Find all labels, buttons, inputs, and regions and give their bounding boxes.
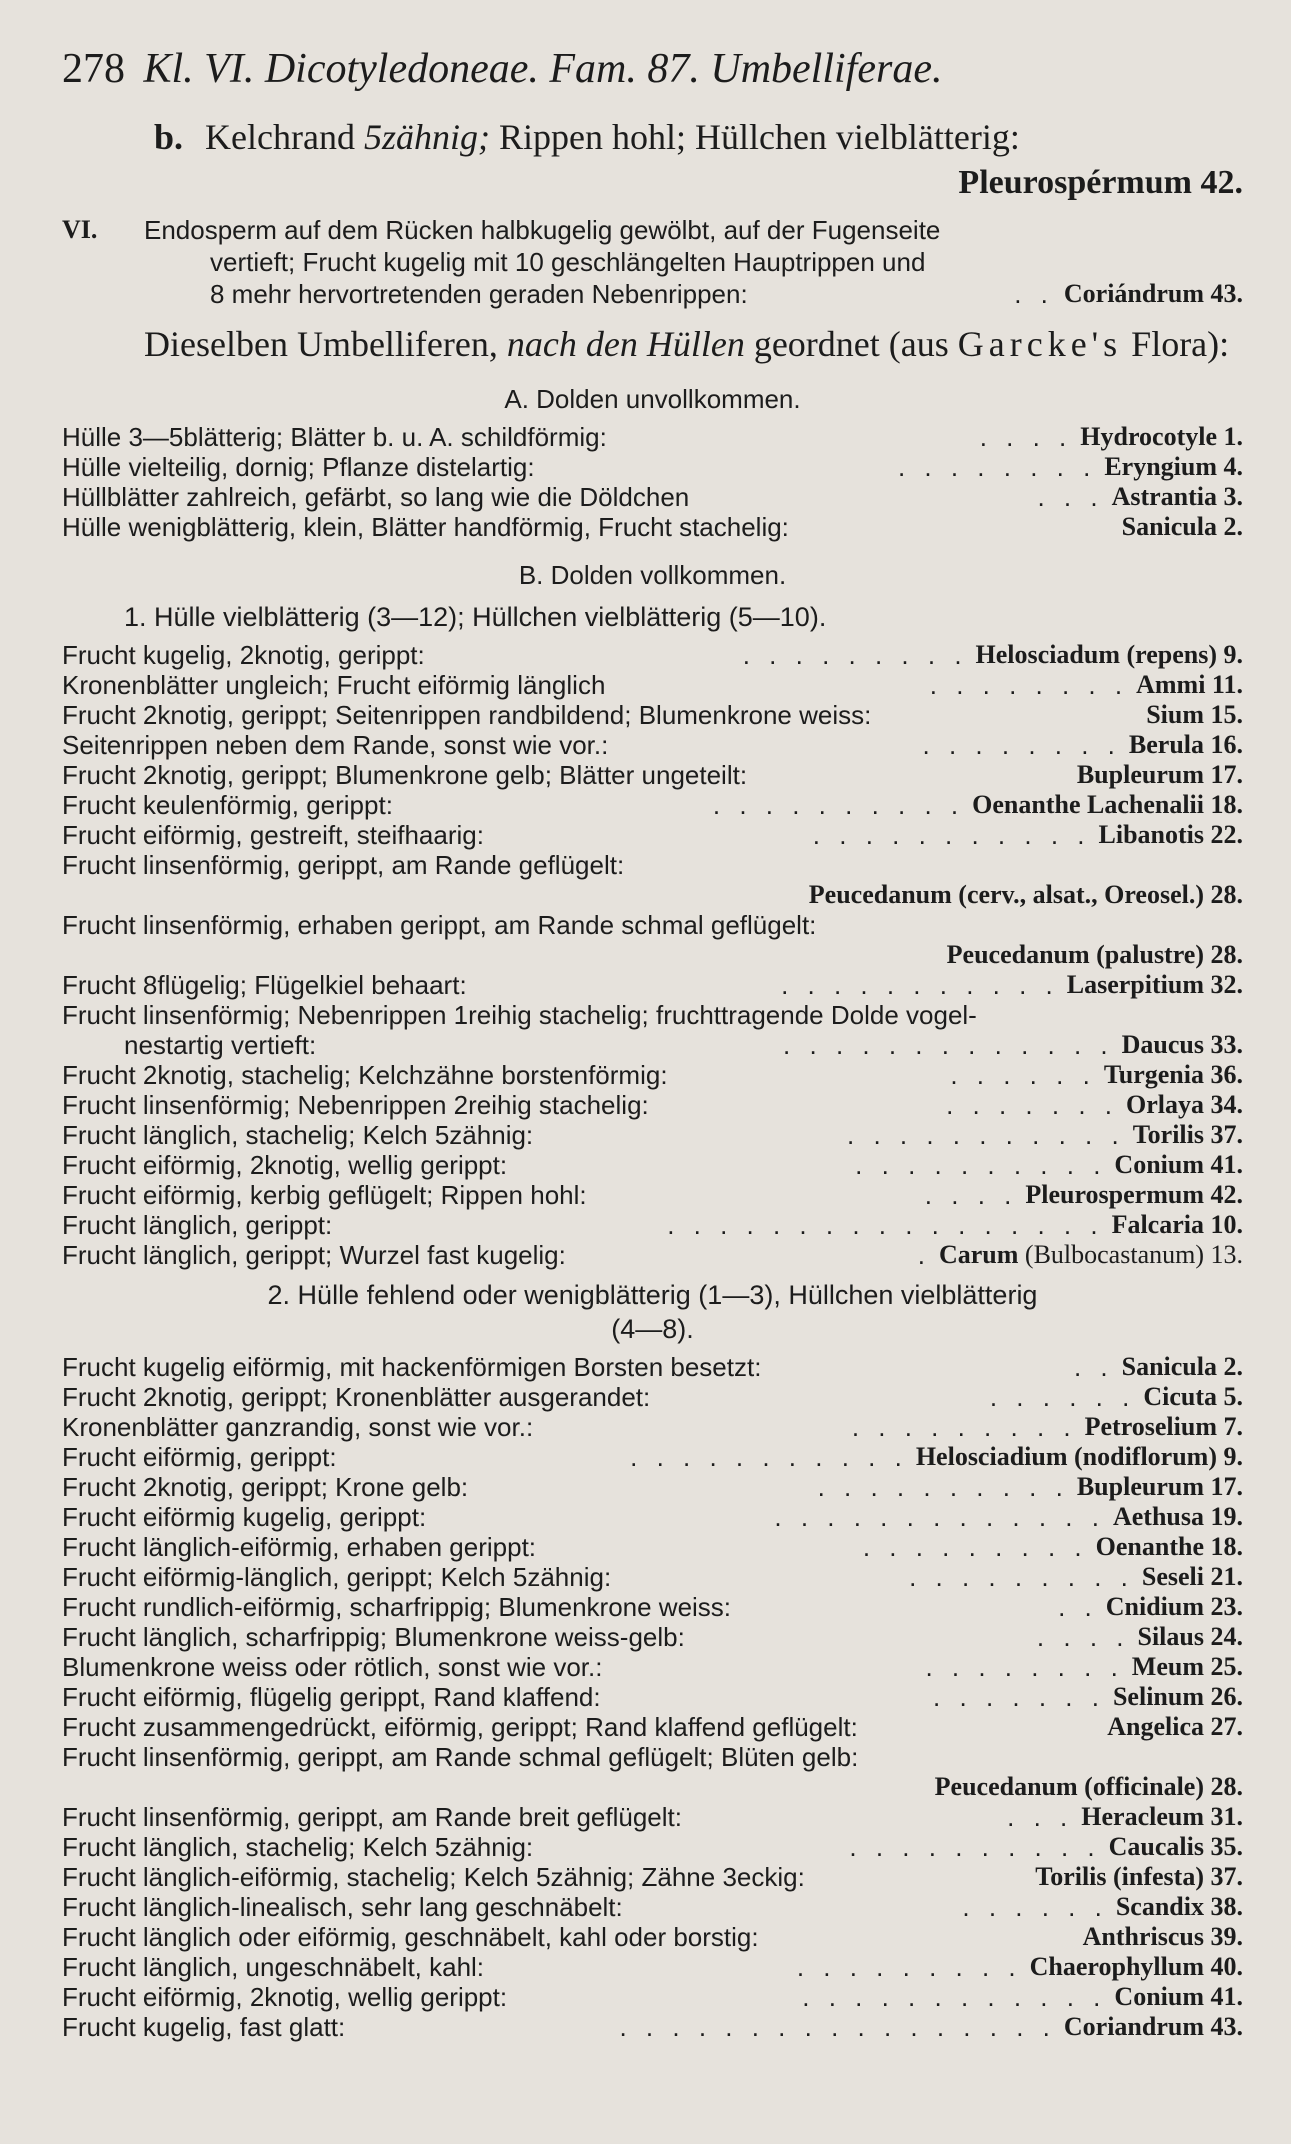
genus-result bbox=[1067, 970, 1243, 1000]
key-vi-line1: Endosperm auf dem Rücken halbkugelig gewölbt, auf der Fugenseite bbox=[144, 215, 941, 245]
list-item bbox=[62, 790, 1243, 820]
genus-result bbox=[916, 1442, 1243, 1472]
item-text-cont: nestartig vertieft: bbox=[124, 1030, 317, 1060]
genus-result bbox=[1138, 1622, 1244, 1652]
genus-name: Anthriscus 39. bbox=[1082, 1922, 1243, 1951]
section-a-list bbox=[62, 422, 1243, 542]
genus-result bbox=[1142, 1562, 1243, 1592]
leader-dots: . . . . . . . . . . bbox=[817, 1472, 1069, 1502]
genus-name: Turgenia 36. bbox=[1103, 1060, 1243, 1089]
item-text: Frucht länglich, ungeschnäbelt, kahl: bbox=[62, 1952, 485, 1982]
genus-result bbox=[1077, 760, 1243, 790]
leader-dots: . . . . . . . . . . . bbox=[812, 820, 1091, 850]
genus-name: Scandix 38. bbox=[1115, 1892, 1243, 1921]
intro-italic: nach den Hüllen bbox=[506, 324, 745, 364]
genus-result bbox=[1083, 1922, 1243, 1952]
leader-dots bbox=[795, 512, 1116, 542]
genus-name: Aethusa 19. bbox=[1112, 1502, 1243, 1531]
genus-result bbox=[1109, 1832, 1243, 1862]
page-number: 278 bbox=[62, 46, 125, 92]
list-item bbox=[62, 1090, 1243, 1120]
leader-dots: . . bbox=[1058, 1592, 1098, 1622]
leader-dots: . . . . . . bbox=[962, 1892, 1108, 1922]
leader-dots: . . . . . . . . . . . bbox=[847, 1120, 1125, 1150]
list-item bbox=[62, 1922, 1243, 1952]
list-item bbox=[62, 1592, 1243, 1622]
item-text: Frucht linsenförmig; Nebenrippen 1reihig stachelig; fruchttragende Dolde vogel- bbox=[62, 1000, 977, 1030]
item-text: Frucht eiförmig, gerippt: bbox=[62, 1442, 337, 1472]
leader-dots: . . . . . . . . . . . . bbox=[802, 1982, 1107, 2012]
genus-result bbox=[1133, 1120, 1243, 1150]
group-2-list bbox=[62, 1352, 1243, 2042]
leader-dots: . . . . . . . . bbox=[922, 730, 1121, 760]
genus-name: Bupleurum 17. bbox=[1076, 1472, 1243, 1501]
genus-name: Torilis (infesta) 37. bbox=[1035, 1862, 1243, 1891]
section-a-title: A. Dolden unvollkommen. bbox=[504, 384, 801, 414]
item-text: Hülle vielteilig, dornig; Pflanze distelartig: bbox=[62, 452, 535, 482]
genus-result bbox=[1136, 670, 1243, 700]
genus-name: Falcaria 10. bbox=[1111, 1210, 1243, 1239]
genus-name: Conium 41. bbox=[1114, 1982, 1243, 2011]
key-vi-line3: 8 mehr hervortretenden geraden Nebenrippen: bbox=[210, 279, 748, 309]
leader-dots: . . . . . . . . bbox=[925, 1652, 1124, 1682]
intro-paragraph bbox=[62, 322, 1243, 366]
leader-dots: . . bbox=[1073, 1352, 1114, 1382]
item-text: Frucht keulenförmig, gerippt: bbox=[62, 790, 393, 820]
genus-name: Chaerophyllum 40. bbox=[1029, 1952, 1243, 1981]
leader-dots: . . . . . . . . . . . . . bbox=[774, 1502, 1105, 1532]
page-header bbox=[62, 48, 1243, 90]
list-item bbox=[62, 700, 1243, 730]
item-text: Frucht länglich-eiförmig, stachelig; Kelch 5zähnig; Zähne 3eckig: bbox=[62, 1862, 805, 1892]
item-text: Frucht eiförmig, 2knotig, wellig gerippt: bbox=[62, 1150, 508, 1180]
genus-name: Cicuta 5. bbox=[1143, 1382, 1243, 1411]
item-text: Hülle 3—5blätterig; Blätter b. u. A. schildförmig: bbox=[62, 422, 607, 452]
list-item bbox=[62, 1472, 1243, 1502]
list-item bbox=[62, 1442, 1243, 1472]
list-item bbox=[62, 1802, 1243, 1832]
list-item bbox=[62, 1982, 1243, 2012]
genus-result bbox=[1113, 1682, 1243, 1712]
genus-name: Berula 16. bbox=[1128, 730, 1243, 759]
list-item bbox=[62, 1952, 1243, 1982]
list-item bbox=[62, 1652, 1243, 1682]
item-text: Frucht rundlich-eiförmig, scharfrippig; Blumenkrone weiss: bbox=[62, 1592, 732, 1622]
leader-dots: . . . . . . . . . bbox=[742, 640, 968, 670]
leader-dots bbox=[765, 1922, 1077, 1952]
list-item bbox=[62, 482, 1243, 512]
leader-dots: . . . . . . . . . . bbox=[849, 1832, 1101, 1862]
list-item bbox=[62, 452, 1243, 482]
intro-garcke: Garcke's bbox=[957, 324, 1123, 364]
list-item bbox=[62, 422, 1243, 452]
item-text: Frucht eiförmig, kerbig geflügelt; Rippen hohl: bbox=[62, 1180, 587, 1210]
item-text: Frucht länglich, scharfrippig; Blumenkrone weiss-gelb: bbox=[62, 1622, 685, 1652]
list-item bbox=[62, 760, 1243, 790]
leader-dots: . . . . bbox=[979, 422, 1073, 452]
list-item bbox=[62, 1532, 1243, 1562]
genus-result bbox=[1104, 1060, 1243, 1090]
genus-name: Selinum 26. bbox=[1112, 1682, 1243, 1711]
item-text: Hülle wenigblätterig, klein, Blätter handförmig, Frucht stachelig: bbox=[62, 512, 789, 542]
item-text: Frucht zusammengedrückt, eiförmig, gerippt; Rand klaffend geflügelt: bbox=[62, 1712, 858, 1742]
genus-result bbox=[1080, 422, 1243, 452]
genus-name: Sium 15. bbox=[1146, 700, 1243, 729]
item-text: Frucht 2knotig, stachelig; Kelchzähne borstenförmig: bbox=[62, 1060, 668, 1090]
list-item bbox=[62, 820, 1243, 850]
genus-result bbox=[1114, 1150, 1243, 1180]
genus-result bbox=[1122, 1352, 1243, 1382]
list-item bbox=[62, 2012, 1243, 2042]
genus-result bbox=[972, 790, 1243, 820]
list-item bbox=[62, 1240, 1243, 1270]
item-text: Frucht eiförmig, flügelig gerippt, Rand klaffend: bbox=[62, 1682, 601, 1712]
leader-dots: . . . . . . bbox=[989, 1382, 1136, 1412]
genus-result bbox=[1122, 512, 1243, 542]
genus-name: Conium 41. bbox=[1114, 1150, 1243, 1179]
list-item bbox=[62, 1892, 1243, 1922]
key-b-result: Pleurospérmum 42. bbox=[958, 164, 1243, 201]
group-1-title: 1. Hülle vielblätterig (3—12); Hüllchen vielblätterig (5—10). bbox=[124, 602, 827, 632]
list-item bbox=[62, 1180, 1243, 1210]
list-item bbox=[62, 1352, 1243, 1382]
item-text: Frucht linsenförmig, gerippt, am Rande schmal geflügelt; Blüten gelb: bbox=[62, 1742, 859, 1772]
list-item bbox=[62, 1682, 1243, 1712]
list-item bbox=[62, 1832, 1243, 1862]
group-2-title bbox=[62, 1278, 1243, 1346]
genus-result bbox=[939, 1240, 1243, 1270]
genus-result bbox=[1085, 1412, 1243, 1442]
genus-name: Seseli 21. bbox=[1141, 1562, 1243, 1591]
key-vi-label: VI. bbox=[62, 215, 98, 244]
leader-dots: . . . bbox=[1007, 1802, 1074, 1832]
item-text: Frucht linsenförmig, gerippt, am Rande geflügelt: bbox=[62, 850, 625, 880]
genus-result bbox=[1113, 1502, 1243, 1532]
genus-name: Helosciadium (nodiflorum) 9. bbox=[915, 1442, 1243, 1471]
running-title: Kl. VI. Dicotyledoneae. Fam. 87. Umbelliferae. bbox=[143, 46, 943, 92]
list-item bbox=[62, 1742, 1243, 1802]
genus-name: Pleurospermum 42. bbox=[1025, 1180, 1243, 1209]
intro-before: Dieselben Umbelliferen, bbox=[144, 324, 507, 364]
list-item bbox=[62, 1712, 1243, 1742]
item-text: Frucht länglich, stachelig; Kelch 5zähnig: bbox=[62, 1832, 534, 1862]
leader-dots: . . . . . . . . . bbox=[862, 1532, 1088, 1562]
genus-name: Cnidium 23. bbox=[1105, 1592, 1243, 1621]
genus-name: Caucalis 35. bbox=[1108, 1832, 1243, 1861]
item-text: Frucht 2knotig, gerippt; Krone gelb: bbox=[62, 1472, 469, 1502]
item-text: Blumenkrone weiss oder rötlich, sonst wie vor.: bbox=[62, 1652, 603, 1682]
genus-result bbox=[1081, 1802, 1243, 1832]
leader-dots: . . . . . . . . . bbox=[909, 1562, 1134, 1592]
list-item bbox=[62, 1382, 1243, 1412]
genus-result bbox=[1030, 1952, 1243, 1982]
item-text: Frucht länglich-linealisch, sehr lang geschnäbelt: bbox=[62, 1892, 623, 1922]
leader-dots: . . . . . . . . . . . . . . . . . bbox=[667, 1210, 1104, 1240]
genus-qualifier: (Bulbocastanum) 13. bbox=[1018, 1240, 1243, 1269]
list-item bbox=[62, 1150, 1243, 1180]
genus-name: Petroselium 7. bbox=[1084, 1412, 1243, 1441]
list-item bbox=[62, 1862, 1243, 1892]
genus-result bbox=[1077, 1472, 1243, 1502]
leader-dots: . . . . . . . bbox=[946, 1090, 1118, 1120]
group-1-list bbox=[62, 640, 1243, 1270]
key-b bbox=[154, 114, 1243, 160]
section-b-title: B. Dolden vollkommen. bbox=[518, 560, 787, 590]
leader-dots bbox=[753, 760, 1071, 790]
genus-result bbox=[1099, 820, 1244, 850]
genus-name: Oenanthe 18. bbox=[1095, 1532, 1243, 1561]
genus-name: Laserpitium 32. bbox=[1066, 970, 1243, 999]
item-text: Seitenrippen neben dem Rande, sonst wie vor.: bbox=[62, 730, 609, 760]
genus-name: Oenanthe Lachenalii 18. bbox=[972, 790, 1243, 819]
item-text: Frucht linsenförmig; Nebenrippen 2reihig stachelig: bbox=[62, 1090, 649, 1120]
genus-name: Silaus 24. bbox=[1137, 1622, 1243, 1651]
item-text: Frucht länglich-eiförmig, erhaben gerippt: bbox=[62, 1532, 537, 1562]
leader-dots: . . . . . . . . bbox=[897, 452, 1097, 482]
key-vi-dots: . . bbox=[1014, 279, 1054, 309]
leader-dots bbox=[877, 700, 1140, 730]
list-item bbox=[62, 1210, 1243, 1240]
genus-result bbox=[1112, 1210, 1243, 1240]
genus-name: Heracleum 31. bbox=[1081, 1802, 1243, 1831]
leader-dots: . . . . . . . . . . bbox=[712, 790, 965, 820]
genus-result bbox=[1112, 482, 1243, 512]
genus-result bbox=[1114, 1982, 1243, 2012]
key-b-label: b. bbox=[154, 117, 184, 157]
list-item bbox=[62, 850, 1243, 910]
genus-result bbox=[1107, 1712, 1243, 1742]
list-item bbox=[62, 512, 1243, 542]
leader-dots: . . . . . . . . bbox=[929, 670, 1129, 700]
list-item bbox=[62, 670, 1243, 700]
leader-dots: . . . . . . . bbox=[933, 1682, 1105, 1712]
genus-name: Hydrocotyle 1. bbox=[1080, 422, 1243, 451]
list-item bbox=[62, 1502, 1243, 1532]
list-item bbox=[62, 1000, 1243, 1060]
genus-result bbox=[1025, 1180, 1243, 1210]
leader-dots bbox=[811, 1862, 1029, 1892]
leader-dots: . . . . bbox=[1036, 1622, 1130, 1652]
intro-after: geordnet (aus bbox=[744, 324, 958, 364]
key-b-text-before: Kelchrand bbox=[205, 117, 364, 157]
key-b-text-italic: 5zähnig; bbox=[363, 117, 490, 157]
item-text: Frucht 2knotig, gerippt; Seitenrippen randbildend; Blumenkrone weiss: bbox=[62, 700, 872, 730]
genus-name: Meum 25. bbox=[1131, 1652, 1243, 1681]
item-text: Frucht linsenförmig, erhaben gerippt, am Rande schmal geflügelt: bbox=[62, 910, 817, 940]
key-vi-line2: vertieft; Frucht kugelig mit 10 geschlängelten Hauptrippen und bbox=[210, 247, 926, 277]
genus-name: Sanicula 2. bbox=[1121, 512, 1243, 541]
leader-dots bbox=[864, 1712, 1101, 1742]
group-2-title-line2: (4—8). bbox=[611, 1314, 694, 1344]
leader-dots: . . . . . . . . . . . . . bbox=[783, 1030, 1114, 1060]
leader-dots: . . . . . . . . . . . bbox=[630, 1442, 908, 1472]
item-text: Frucht eiförmig-länglich, gerippt; Kelch 5zähnig: bbox=[62, 1562, 612, 1592]
leader-dots: . . . . . . bbox=[950, 1060, 1096, 1090]
genus-result bbox=[1143, 1382, 1243, 1412]
item-text: Frucht 2knotig, gerippt; Blumenkrone gelb; Blätter ungeteilt: bbox=[62, 760, 748, 790]
genus-result: Peucedanum (cerv., alsat., Oreosel.) 28. bbox=[808, 880, 1243, 909]
list-item bbox=[62, 1622, 1243, 1652]
item-text: Frucht 8flügelig; Flügelkiel behaart: bbox=[62, 970, 467, 1000]
list-item bbox=[62, 910, 1243, 970]
item-text: Hüllblätter zahlreich, gefärbt, so lang wie die Döldchen bbox=[62, 482, 690, 512]
genus-result bbox=[1064, 2012, 1243, 2042]
item-text: Frucht länglich, gerippt; Wurzel fast kugelig: bbox=[62, 1240, 566, 1270]
leader-dots: . . . . . . . . . bbox=[851, 1412, 1077, 1442]
item-text: Kronenblätter ganzrandig, sonst wie vor.: bbox=[62, 1412, 534, 1442]
genus-result bbox=[1106, 1592, 1243, 1622]
list-item bbox=[62, 1562, 1243, 1592]
genus-name: Astrantia 3. bbox=[1111, 482, 1243, 511]
genus-name: Orlaya 34. bbox=[1126, 1090, 1243, 1119]
item-text: Kronenblätter ungleich; Frucht eiförmig länglich bbox=[62, 670, 606, 700]
leader-dots: . . . . . . . . . . . bbox=[781, 970, 1059, 1000]
group-2-title-line1: 2. Hülle fehlend oder wenigblätterig (1—3), Hüllchen vielblätterig bbox=[267, 1280, 1038, 1310]
key-vi-result: Coriándrum 43. bbox=[1063, 279, 1243, 308]
genus-result bbox=[1126, 1090, 1243, 1120]
genus-result bbox=[1116, 1892, 1243, 1922]
item-text: Frucht länglich, stachelig; Kelch 5zähnig: bbox=[62, 1120, 534, 1150]
genus-result bbox=[1104, 452, 1243, 482]
leader-dots: . . . . . . . . . . . . . . . . . bbox=[619, 2012, 1056, 2042]
genus-result bbox=[1035, 1862, 1243, 1892]
list-item bbox=[62, 970, 1243, 1000]
item-text: Frucht kugelig eiförmig, mit hackenförmigen Borsten besetzt: bbox=[62, 1352, 762, 1382]
leader-dots: . . . . bbox=[924, 1180, 1018, 1210]
genus-result: Daucus 33. bbox=[1121, 1030, 1243, 1059]
item-text: Frucht linsenförmig, gerippt, am Rande breit geflügelt: bbox=[62, 1802, 682, 1832]
genus-name: Sanicula 2. bbox=[1121, 1352, 1243, 1381]
leader-dots: . bbox=[917, 1240, 931, 1270]
list-item bbox=[62, 1060, 1243, 1090]
genus-result: Peucedanum (officinale) 28. bbox=[934, 1772, 1243, 1801]
genus-name: Coriandrum 43. bbox=[1063, 2012, 1243, 2041]
genus-name: Torilis 37. bbox=[1132, 1120, 1243, 1149]
key-b-text-after: Rippen hohl; Hüllchen vielblätterig: bbox=[489, 117, 1020, 157]
genus-name: Ammi 11. bbox=[1136, 670, 1243, 699]
item-text: Frucht eiförmig, gestreift, steifhaarig: bbox=[62, 820, 484, 850]
key-vi bbox=[62, 214, 1243, 310]
genus-result bbox=[1132, 1652, 1243, 1682]
genus-result bbox=[976, 640, 1243, 670]
list-item bbox=[62, 1120, 1243, 1150]
item-text: Frucht länglich oder eiförmig, geschnäbelt, kahl oder borstig: bbox=[62, 1922, 759, 1952]
genus-name: Angelica 27. bbox=[1107, 1712, 1243, 1741]
genus-name: Helosciadum (repens) 9. bbox=[975, 640, 1243, 669]
item-text: Frucht eiförmig, 2knotig, wellig gerippt: bbox=[62, 1982, 508, 2012]
genus-name: Bupleurum 17. bbox=[1076, 760, 1243, 789]
list-item bbox=[62, 730, 1243, 760]
list-item bbox=[62, 640, 1243, 670]
genus-name: Carum bbox=[938, 1240, 1019, 1269]
item-text: Frucht kugelig, fast glatt: bbox=[62, 2012, 346, 2042]
genus-result bbox=[1129, 730, 1243, 760]
genus-name: Eryngium 4. bbox=[1104, 452, 1243, 481]
leader-dots: . . . bbox=[1037, 482, 1104, 512]
leader-dots: . . . . . . . . . . bbox=[855, 1150, 1107, 1180]
item-text: Frucht eiförmig kugelig, gerippt: bbox=[62, 1502, 427, 1532]
genus-name: Libanotis 22. bbox=[1098, 820, 1243, 849]
item-text: Frucht 2knotig, gerippt; Kronenblätter ausgerandet: bbox=[62, 1382, 651, 1412]
item-text: Frucht länglich, gerippt: bbox=[62, 1210, 333, 1240]
item-text: Frucht kugelig, 2knotig, gerippt: bbox=[62, 640, 425, 670]
leader-dots: . . . . . . . . . bbox=[796, 1952, 1022, 1982]
list-item bbox=[62, 1412, 1243, 1442]
genus-result: Peucedanum (palustre) 28. bbox=[946, 940, 1243, 969]
genus-result bbox=[1146, 700, 1243, 730]
genus-result bbox=[1096, 1532, 1243, 1562]
intro-tail: Flora): bbox=[1122, 324, 1230, 364]
